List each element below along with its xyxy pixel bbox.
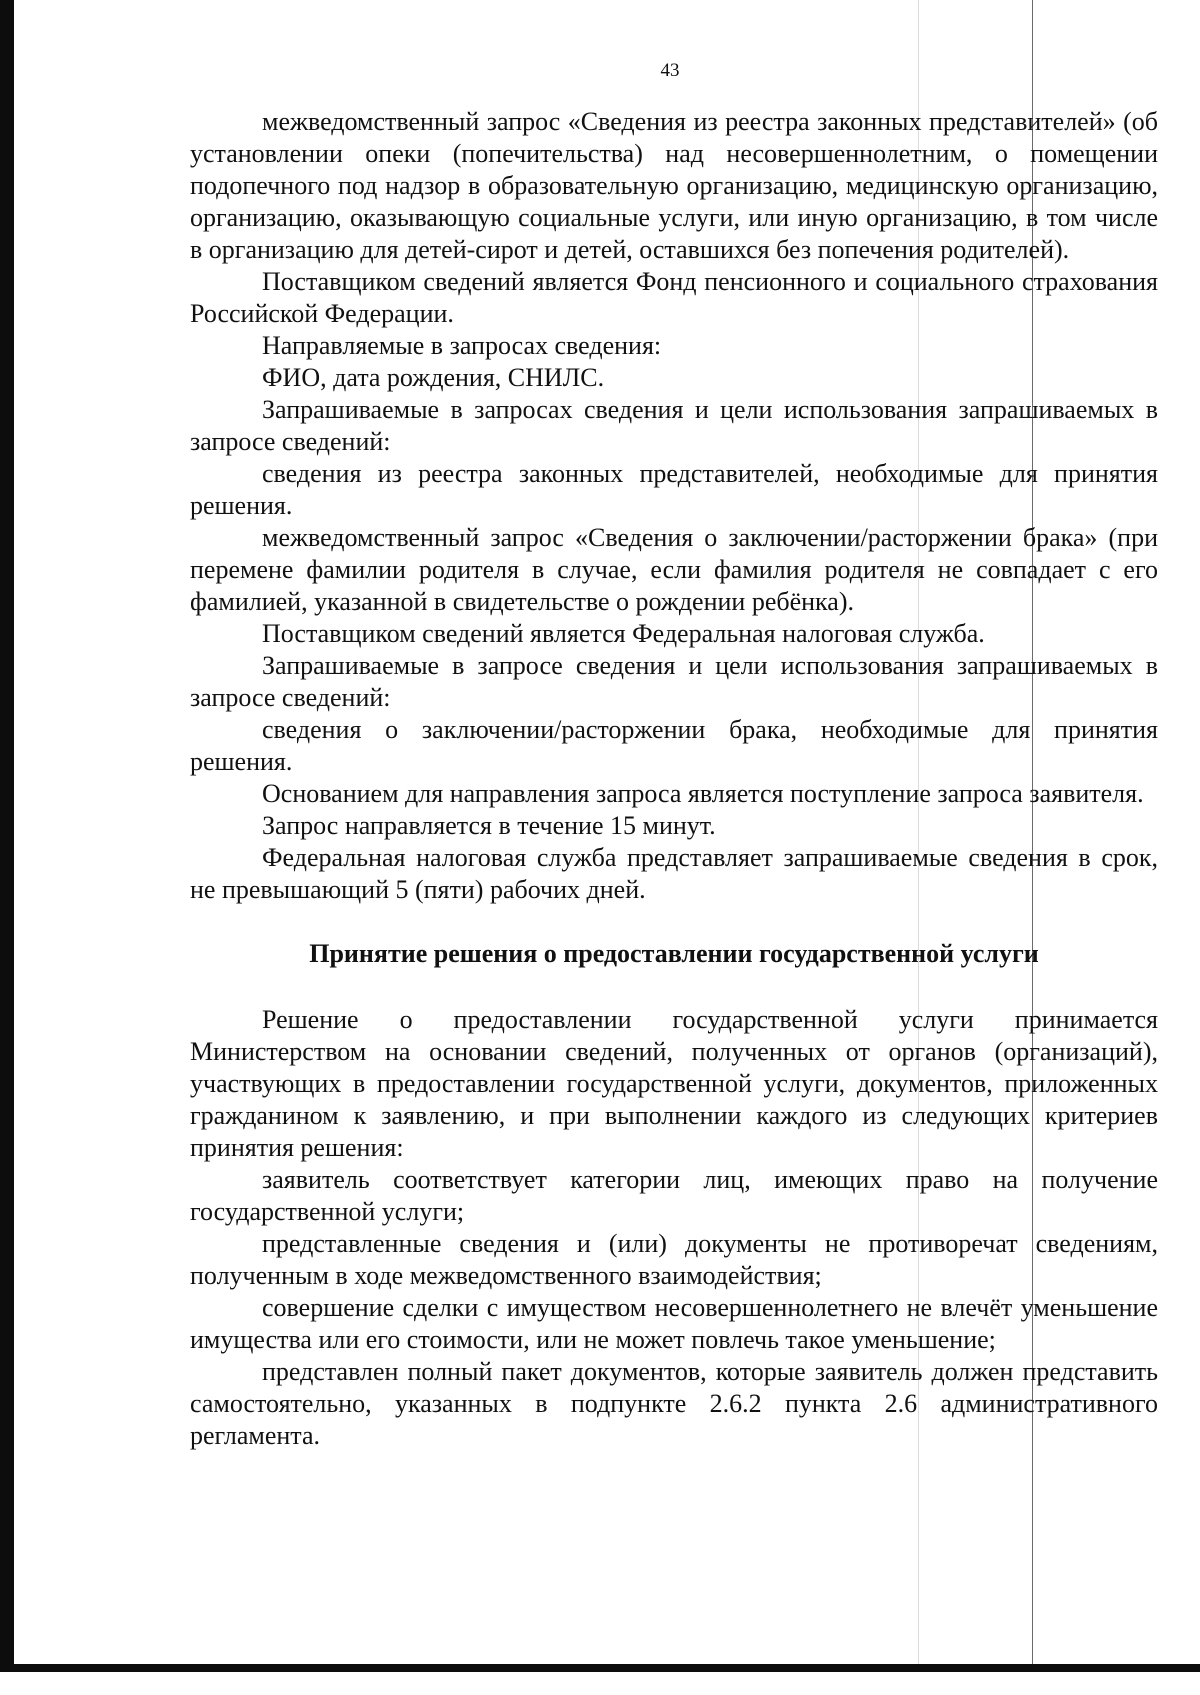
paragraph: Поставщиком сведений является Федеральная налоговая служба. [262,619,985,648]
paragraph: Запрашиваемые в запросе сведения и цели использования запрашиваемых в запросе сведений: [190,651,1158,712]
paragraph: сведения о заключении/расторжении брака, необходимые для принятия решения. [190,715,1158,776]
scan-edge-left [0,0,14,1672]
paragraph: Основанием для направления запроса является поступление запроса заявителя. [262,779,1144,808]
section-heading: Принятие решения о предоставлении государственной услуги [309,939,1039,968]
paragraph: заявитель соответствует категории лиц, имеющих право на получение государственной услуги; [190,1165,1158,1226]
paragraph: Запрашиваемые в запросах сведения и цели использования запрашиваемых в запросе сведений: [190,395,1158,456]
page-number: 43 [660,60,680,81]
scan-edge-bottom [0,1664,1200,1672]
paragraph: Федеральная налоговая служба представляет запрашиваемые сведения в срок, не превышающий 5 (пяти) рабочих дней. [190,843,1158,904]
paragraph: Поставщиком сведений является Фонд пенсионного и социального страхования Российской Федерации. [190,267,1158,328]
paragraph: ФИО, дата рождения, СНИЛС. [262,363,605,392]
paragraph: Запрос направляется в течение 15 минут. [262,811,716,840]
paragraph: представлен полный пакет документов, которые заявитель должен представить самостоятельно, указанных в подпункте 2.6.2 пункта 2.6 административного регламента. [190,1357,1158,1450]
paragraph: Направляемые в запросах сведения: [262,331,662,360]
paragraph: межведомственный запрос «Сведения из реестра законных представителей» (об установлении опеки (попечительства) над несовершеннолетним, о помещении подопечного под надзор в образовательную организацию, медицинскую организацию, организацию, оказывающую социальные услуги, или иную организацию, в том числе в организацию для детей-сирот и детей, оставшихся без попечения родителей). [190,107,1158,264]
paragraph: совершение сделки с имуществом несовершеннолетнего не влечёт уменьшение имущества или его стоимости, или не может повлечь такое уменьшение; [190,1293,1158,1354]
paragraph: межведомственный запрос «Сведения о заключении/расторжении брака» (при перемене фамилии родителя в случае, если фамилия родителя не совпадает с его фамилией, указанной в свидетельстве о рождении ребёнка). [190,523,1158,616]
paragraph: Решение о предоставлении государственной услуги принимается Министерством на основании сведений, полученных от органов (организаций), участвующих в предоставлении государственной услуги, документов, приложенных гражданином к заявлению, и при выполнении каждого из следующих критериев принятия решения: [190,1005,1158,1162]
paragraph: представленные сведения и (или) документы не противоречат сведениям, полученным в ходе межведомственного взаимодействия; [190,1229,1158,1290]
paragraph: сведения из реестра законных представителей, необходимые для принятия решения. [190,459,1158,520]
document-body [190,106,1158,1452]
